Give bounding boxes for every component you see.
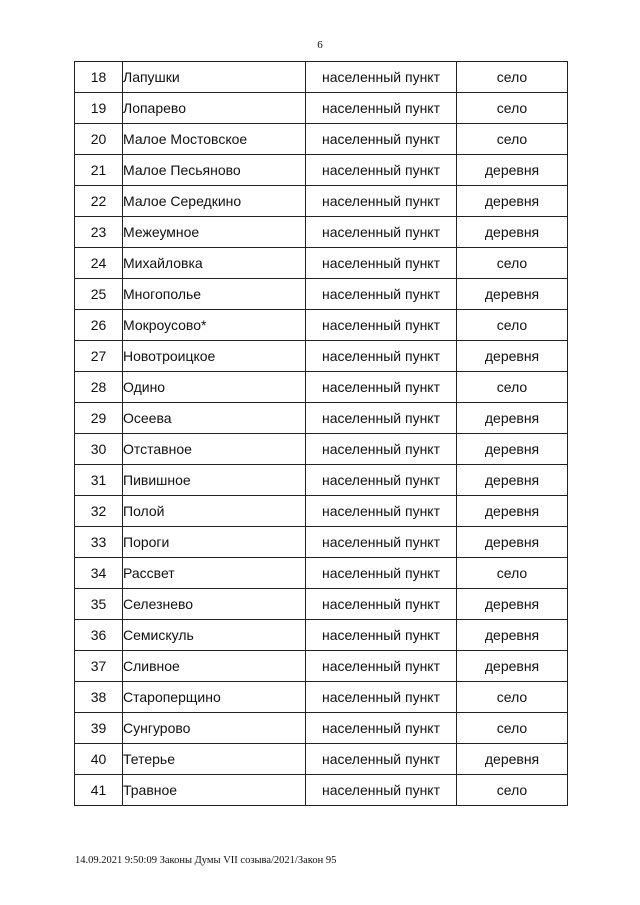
row-number-cell: 31 [75,465,123,496]
settlement-name-cell: Сунгурово [123,713,306,744]
settlement-type-cell: деревня [457,620,568,651]
row-number-cell: 18 [75,62,123,93]
settlement-name-cell: Рассвет [123,558,306,589]
settlement-name-cell: Отставное [123,434,306,465]
settlement-kind-cell: населенный пункт [306,434,457,465]
settlements-table [74,61,568,806]
row-number-cell: 29 [75,403,123,434]
settlement-name-cell: Пивишное [123,465,306,496]
table-row [75,496,568,527]
settlement-name-cell: Межеумное [123,217,306,248]
settlement-type-cell: деревня [457,527,568,558]
settlement-name-cell: Михайловка [123,248,306,279]
row-number-cell: 22 [75,186,123,217]
settlement-kind-cell: населенный пункт [306,372,457,403]
settlement-name-cell: Семискуль [123,620,306,651]
table-row [75,279,568,310]
table-row [75,465,568,496]
settlement-type-cell: деревня [457,341,568,372]
settlement-kind-cell: населенный пункт [306,682,457,713]
table-row [75,124,568,155]
settlement-kind-cell: населенный пункт [306,589,457,620]
settlement-type-cell: деревня [457,186,568,217]
settlement-kind-cell: населенный пункт [306,558,457,589]
settlement-kind-cell: населенный пункт [306,186,457,217]
row-number-cell: 33 [75,527,123,558]
settlement-type-cell: деревня [457,434,568,465]
settlement-name-cell: Селезнево [123,589,306,620]
settlement-type-cell: деревня [457,155,568,186]
settlement-kind-cell: населенный пункт [306,93,457,124]
settlement-name-cell: Пороги [123,527,306,558]
row-number-cell: 32 [75,496,123,527]
table-row [75,341,568,372]
settlement-name-cell: Полой [123,496,306,527]
table-row [75,682,568,713]
settlement-type-cell: деревня [457,217,568,248]
settlement-kind-cell: населенный пункт [306,496,457,527]
settlement-name-cell: Староперщино [123,682,306,713]
table-row [75,527,568,558]
row-number-cell: 34 [75,558,123,589]
settlement-type-cell: деревня [457,496,568,527]
settlement-name-cell: Лапушки [123,62,306,93]
settlement-type-cell: село [457,682,568,713]
settlement-type-cell: село [457,124,568,155]
settlement-name-cell: Малое Песьяново [123,155,306,186]
settlement-type-cell: деревня [457,589,568,620]
row-number-cell: 30 [75,434,123,465]
table-row [75,310,568,341]
settlement-kind-cell: населенный пункт [306,651,457,682]
settlement-name-cell: Малое Мостовское [123,124,306,155]
row-number-cell: 21 [75,155,123,186]
settlement-type-cell: деревня [457,279,568,310]
row-number-cell: 35 [75,589,123,620]
settlement-type-cell: деревня [457,744,568,775]
settlement-type-cell: село [457,713,568,744]
table-row [75,651,568,682]
settlements-table-body [75,62,568,806]
row-number-cell: 25 [75,279,123,310]
settlement-kind-cell: населенный пункт [306,62,457,93]
table-row [75,93,568,124]
table-row [75,744,568,775]
settlement-kind-cell: населенный пункт [306,310,457,341]
row-number-cell: 38 [75,682,123,713]
settlement-type-cell: деревня [457,651,568,682]
table-row [75,372,568,403]
settlement-type-cell: село [457,248,568,279]
settlement-kind-cell: населенный пункт [306,744,457,775]
row-number-cell: 39 [75,713,123,744]
table-row [75,217,568,248]
settlement-name-cell: Мокроусово* [123,310,306,341]
settlement-kind-cell: населенный пункт [306,713,457,744]
settlement-kind-cell: населенный пункт [306,279,457,310]
table-row [75,186,568,217]
settlement-kind-cell: населенный пункт [306,403,457,434]
settlement-type-cell: село [457,558,568,589]
row-number-cell: 28 [75,372,123,403]
settlement-name-cell: Одино [123,372,306,403]
settlement-kind-cell: населенный пункт [306,527,457,558]
settlement-name-cell: Сливное [123,651,306,682]
settlement-kind-cell: населенный пункт [306,217,457,248]
row-number-cell: 26 [75,310,123,341]
row-number-cell: 20 [75,124,123,155]
settlement-type-cell: село [457,310,568,341]
settlement-name-cell: Тетерье [123,744,306,775]
row-number-cell: 41 [75,775,123,806]
row-number-cell: 40 [75,744,123,775]
settlement-type-cell: село [457,372,568,403]
row-number-cell: 37 [75,651,123,682]
settlement-kind-cell: населенный пункт [306,465,457,496]
table-row [75,248,568,279]
table-row [75,713,568,744]
table-row [75,589,568,620]
table-row [75,434,568,465]
settlement-type-cell: село [457,62,568,93]
table-row [75,403,568,434]
table-row [75,62,568,93]
table-row [75,775,568,806]
page-number: 6 [317,39,323,51]
settlement-kind-cell: населенный пункт [306,620,457,651]
row-number-cell: 36 [75,620,123,651]
row-number-cell: 27 [75,341,123,372]
settlement-name-cell: Многополье [123,279,306,310]
settlement-kind-cell: населенный пункт [306,248,457,279]
settlement-type-cell: деревня [457,465,568,496]
settlement-kind-cell: населенный пункт [306,124,457,155]
settlement-name-cell: Лопарево [123,93,306,124]
settlement-type-cell: село [457,775,568,806]
settlement-name-cell: Малое Середкино [123,186,306,217]
settlement-name-cell: Травное [123,775,306,806]
table-row [75,558,568,589]
settlement-kind-cell: населенный пункт [306,341,457,372]
settlement-kind-cell: населенный пункт [306,775,457,806]
document-footer: 14.09.2021 9:50:09 Законы Думы VII созыва/2021/Закон 95 [75,855,337,866]
table-row [75,620,568,651]
table-row [75,155,568,186]
settlement-kind-cell: населенный пункт [306,155,457,186]
settlement-name-cell: Новотроицкое [123,341,306,372]
row-number-cell: 23 [75,217,123,248]
settlement-type-cell: село [457,93,568,124]
settlement-name-cell: Осеева [123,403,306,434]
row-number-cell: 24 [75,248,123,279]
settlement-type-cell: деревня [457,403,568,434]
row-number-cell: 19 [75,93,123,124]
